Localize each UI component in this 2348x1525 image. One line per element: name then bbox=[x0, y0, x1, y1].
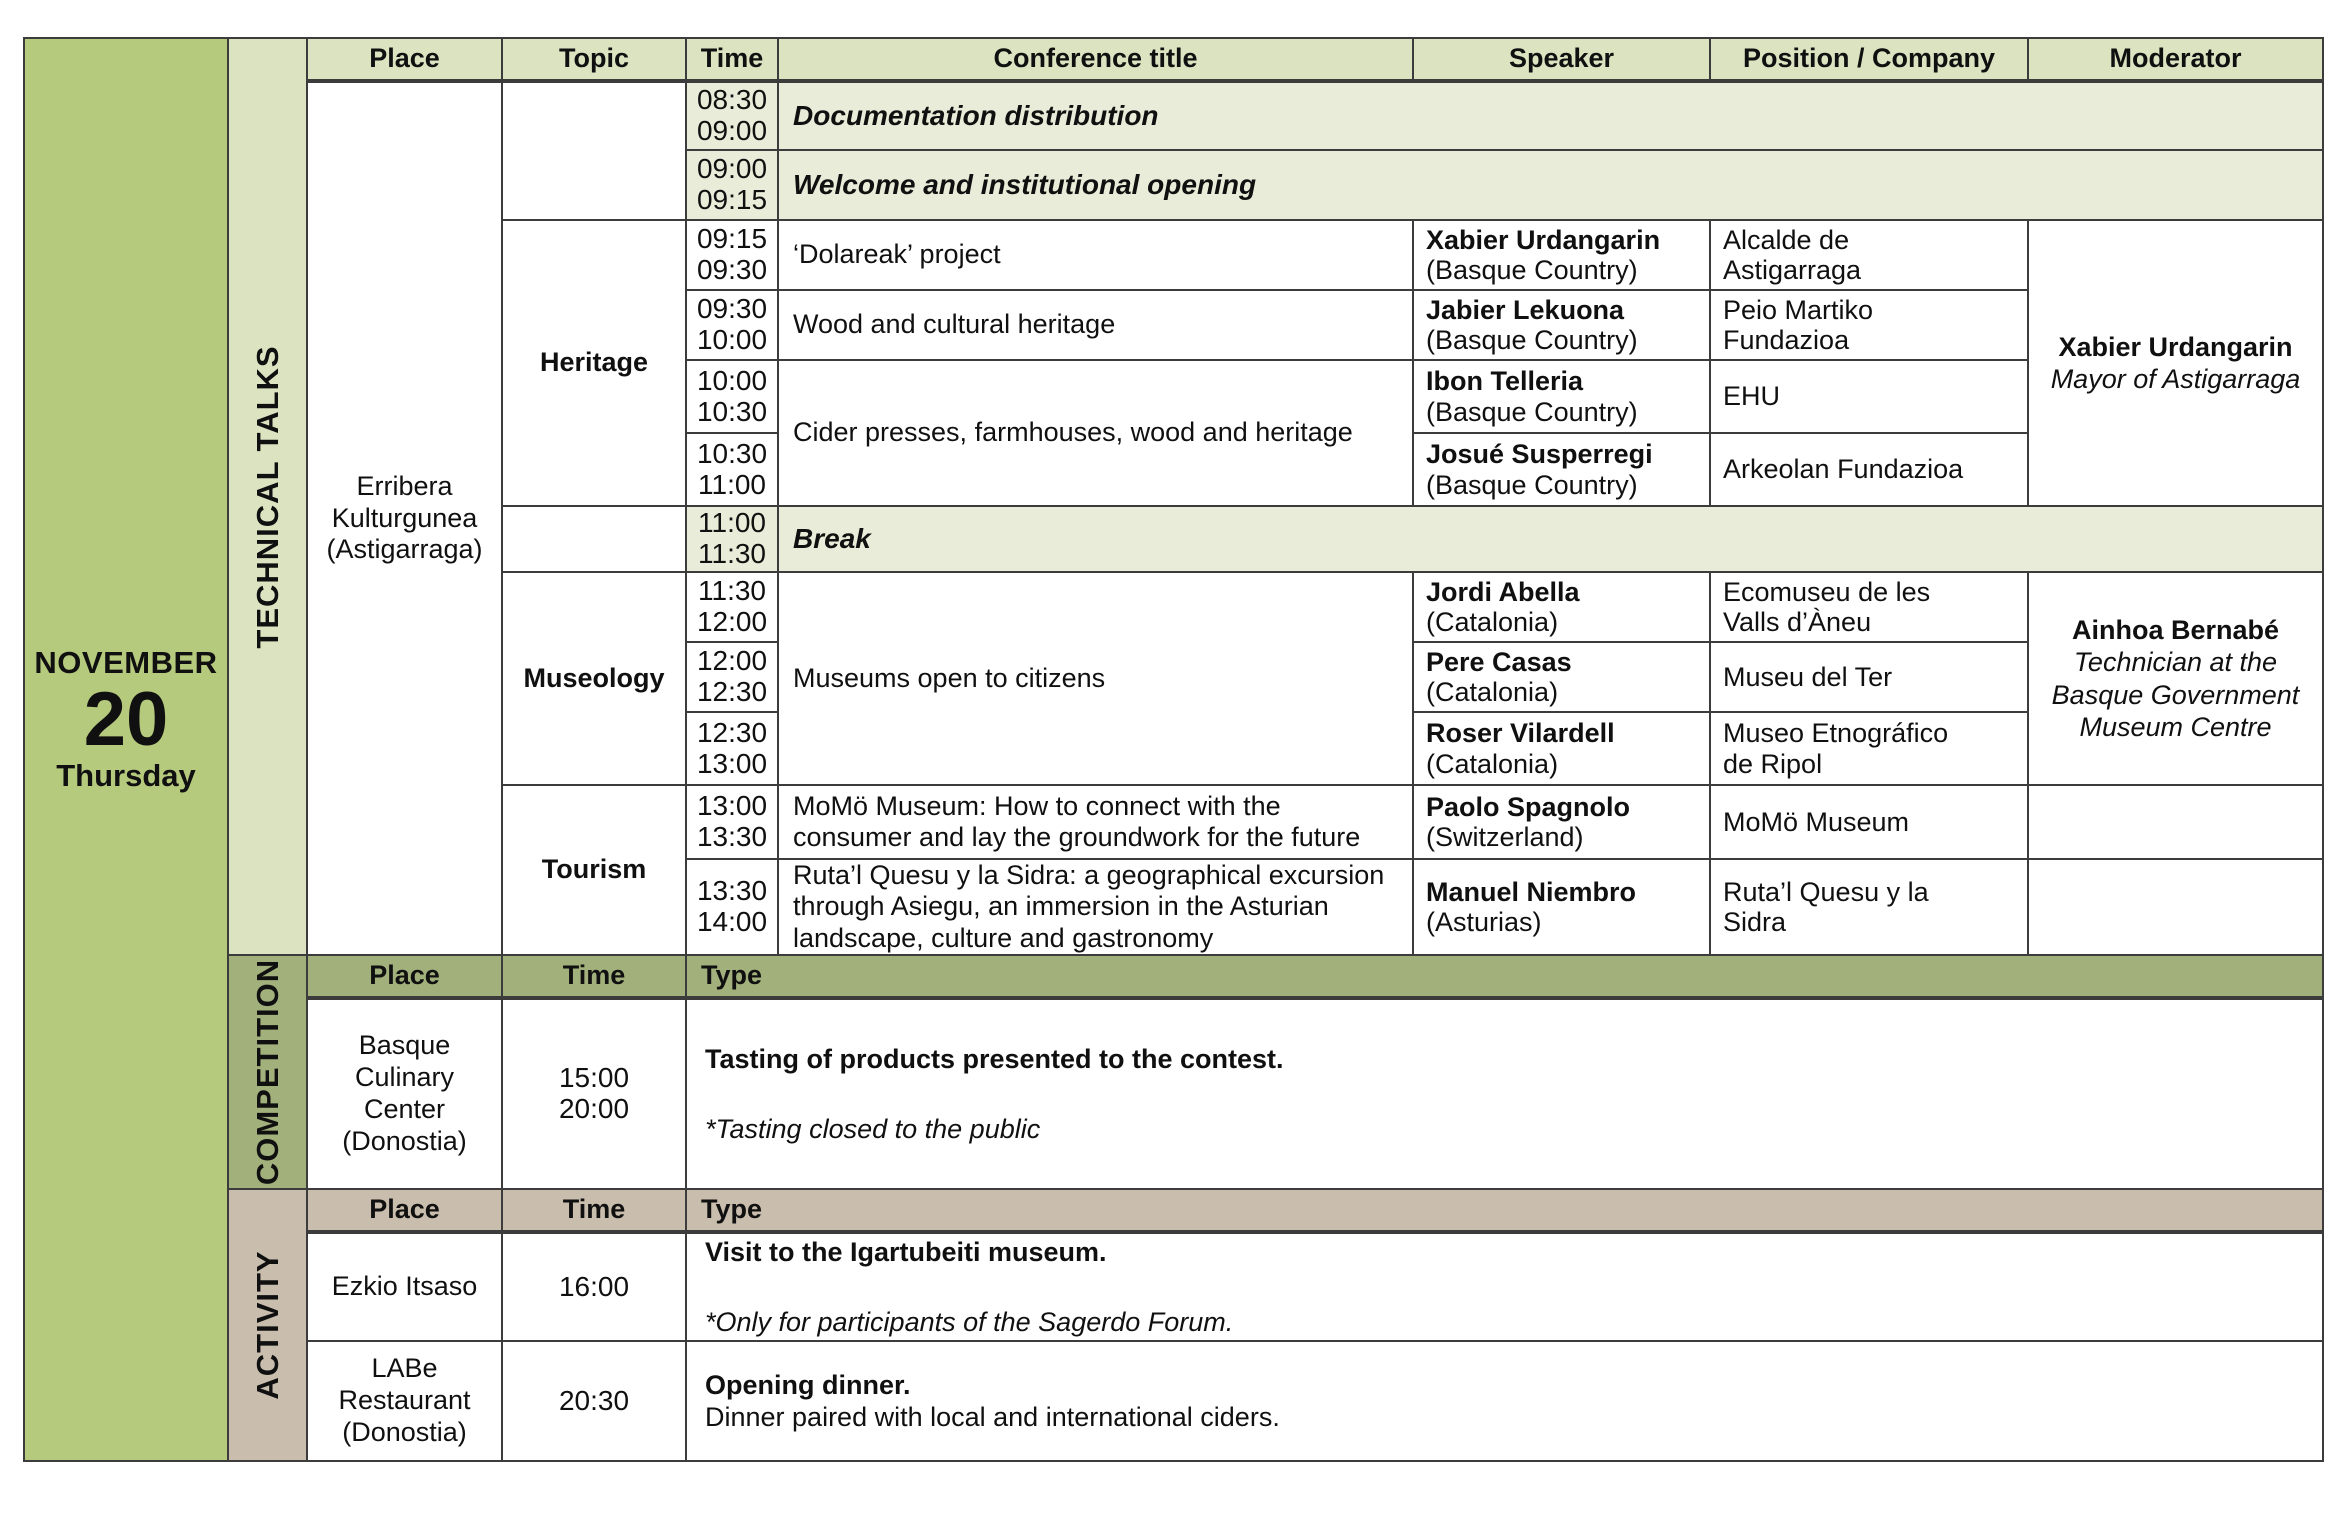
speaker-origin: (Catalonia) bbox=[1426, 677, 1559, 707]
position-cell: Museo Etnográfico de Ripol bbox=[1711, 713, 2027, 784]
col-header-type: Type bbox=[687, 1190, 2322, 1232]
section-label-technical-talks: TECHNICAL TALKS bbox=[229, 39, 306, 954]
speaker-origin: (Switzerland) bbox=[1426, 822, 1584, 852]
moderator-name: Ainhoa Bernabé bbox=[2071, 614, 2280, 645]
speaker-name: Josué Susperregi bbox=[1426, 439, 1653, 469]
speaker-origin: (Basque Country) bbox=[1426, 255, 1638, 285]
topic-cell-empty-opening bbox=[503, 83, 685, 219]
position-cell: Arkeolan Fundazioa bbox=[1711, 434, 2027, 505]
conference-title-wood: Wood and cultural heritage bbox=[779, 291, 1412, 359]
schedule-sheet bbox=[23, 37, 2324, 1462]
moderator-role: Technician at the Basque Government Museum Centre bbox=[2051, 647, 2300, 742]
speaker-name: Xabier Urdangarin bbox=[1426, 224, 1661, 255]
weekday-label: Thursday bbox=[56, 758, 196, 794]
speaker-name: Roser Vilardell bbox=[1426, 718, 1615, 748]
type-cell-tasting bbox=[687, 1000, 2322, 1188]
place-cell-ezkio: Ezkio Itsaso bbox=[308, 1234, 501, 1340]
time-cell-1130: 11:30 12:00 bbox=[687, 573, 777, 641]
conference-title-museums-open: Museums open to citizens bbox=[779, 573, 1412, 784]
moderator-role: Mayor of Astigarraga bbox=[2050, 364, 2301, 394]
time-cell-1100: 11:00 11:30 bbox=[687, 507, 777, 571]
type-cell-opening-dinner bbox=[687, 1342, 2322, 1460]
section-competition bbox=[229, 956, 2322, 1188]
section-label-competition: COMPETITION bbox=[229, 956, 306, 1188]
speaker-cell bbox=[1414, 291, 1709, 359]
time-cell-1600: 16:00 bbox=[503, 1234, 685, 1340]
topic-cell-heritage: Heritage bbox=[503, 221, 685, 505]
time-cell-1330: 13:30 14:00 bbox=[687, 860, 777, 954]
day-number: 20 bbox=[83, 676, 169, 762]
type-cell-museum-visit bbox=[687, 1234, 2322, 1340]
position-cell: Museu del Ter bbox=[1711, 643, 2027, 711]
col-header-place: Place bbox=[308, 956, 501, 998]
speaker-origin: (Catalonia) bbox=[1426, 607, 1559, 637]
speaker-name: Pere Casas bbox=[1426, 646, 1572, 677]
moderator-cell-heritage bbox=[2029, 221, 2322, 505]
col-header-type: Type bbox=[687, 956, 2322, 998]
speaker-name: Manuel Niembro bbox=[1426, 876, 1637, 907]
topic-cell-tourism: Tourism bbox=[503, 786, 685, 954]
speaker-origin: (Catalonia) bbox=[1426, 748, 1559, 779]
type-headline: Tasting of products presented to the contest. bbox=[705, 1043, 1284, 1074]
col-header-moderator: Moderator bbox=[2029, 39, 2322, 81]
time-cell-0830: 08:30 09:00 bbox=[687, 83, 777, 149]
topic-cell-empty-break bbox=[503, 507, 685, 571]
speaker-origin: (Asturias) bbox=[1426, 907, 1542, 937]
col-header-time: Time bbox=[503, 1190, 685, 1232]
type-headline: Opening dinner. bbox=[705, 1369, 911, 1400]
speaker-origin: (Basque Country) bbox=[1426, 396, 1638, 427]
band-row-documentation: Documentation distribution bbox=[779, 83, 2322, 149]
type-note: *Tasting closed to the public bbox=[705, 1114, 1041, 1144]
type-note: Dinner paired with local and international ciders. bbox=[705, 1402, 1280, 1432]
speaker-name: Jabier Lekuona bbox=[1426, 294, 1625, 325]
position-cell: Ruta’l Quesu y la Sidra bbox=[1711, 860, 2027, 954]
time-cell-0915: 09:15 09:30 bbox=[687, 221, 777, 289]
conference-title-dolareak: ‘Dolareak’ project bbox=[779, 221, 1412, 289]
month-label: NOVEMBER bbox=[34, 644, 218, 680]
col-header-place: Place bbox=[308, 1190, 501, 1232]
moderator-cell-empty bbox=[2029, 860, 2322, 954]
speaker-cell bbox=[1414, 434, 1709, 505]
type-headline: Visit to the Igartubeiti museum. bbox=[705, 1236, 1107, 1267]
conference-title-momo: MoMö Museum: How to connect with the consumer and lay the groundwork for the future bbox=[779, 786, 1412, 858]
position-cell: Alcalde de Astigarraga bbox=[1711, 221, 2027, 289]
time-cell-0900: 09:00 09:15 bbox=[687, 151, 777, 219]
topic-cell-museology: Museology bbox=[503, 573, 685, 784]
band-row-break: Break bbox=[779, 507, 2322, 571]
speaker-cell bbox=[1414, 221, 1709, 289]
place-cell-labe: LABe Restaurant (Donostia) bbox=[308, 1342, 501, 1460]
moderator-cell-empty bbox=[2029, 786, 2322, 858]
section-technical-talks bbox=[229, 39, 2322, 954]
speaker-name: Ibon Telleria bbox=[1426, 366, 1584, 396]
speaker-name: Paolo Spagnolo bbox=[1426, 791, 1631, 822]
band-row-welcome: Welcome and institutional opening bbox=[779, 151, 2322, 219]
time-cell-0930: 09:30 10:00 bbox=[687, 291, 777, 359]
place-cell-erribera: Erribera Kulturgunea (Astigarraga) bbox=[308, 83, 501, 954]
speaker-cell bbox=[1414, 786, 1709, 858]
speaker-origin: (Basque Country) bbox=[1426, 325, 1638, 355]
col-header-topic: Topic bbox=[503, 39, 685, 81]
time-cell-1500: 15:00 20:00 bbox=[503, 1000, 685, 1188]
col-header-time: Time bbox=[503, 956, 685, 998]
col-header-speaker: Speaker bbox=[1414, 39, 1709, 81]
time-cell-2030: 20:30 bbox=[503, 1342, 685, 1460]
conference-title-cider-presses: Cider presses, farmhouses, wood and heritage bbox=[779, 361, 1412, 505]
speaker-name: Jordi Abella bbox=[1426, 576, 1580, 607]
time-cell-1000: 10:00 10:30 bbox=[687, 361, 777, 432]
type-note: *Only for participants of the Sagerdo Forum. bbox=[705, 1307, 1234, 1337]
time-cell-1300: 13:00 13:30 bbox=[687, 786, 777, 858]
place-cell-basque-culinary: Basque Culinary Center (Donostia) bbox=[308, 1000, 501, 1188]
moderator-name: Xabier Urdangarin bbox=[2058, 331, 2293, 362]
position-cell: Ecomuseu de les Valls d’Àneu bbox=[1711, 573, 2027, 641]
speaker-cell bbox=[1414, 573, 1709, 641]
col-header-conference-title: Conference title bbox=[779, 39, 1412, 81]
date-panel bbox=[25, 39, 227, 1460]
col-header-place: Place bbox=[308, 39, 501, 81]
position-cell: EHU bbox=[1711, 361, 2027, 432]
conference-title-rutal-quesu: Ruta’l Quesu y la Sidra: a geographical excursion through Asiegu, an immersion in the Asturian landscape, culture and gastronomy bbox=[779, 860, 1412, 954]
speaker-cell bbox=[1414, 860, 1709, 954]
col-header-position-company: Position / Company bbox=[1711, 39, 2027, 81]
time-cell-1030: 10:30 11:00 bbox=[687, 434, 777, 505]
speaker-origin: (Basque Country) bbox=[1426, 469, 1638, 500]
time-cell-1200: 12:00 12:30 bbox=[687, 643, 777, 711]
speaker-cell bbox=[1414, 643, 1709, 711]
speaker-cell bbox=[1414, 361, 1709, 432]
section-activity bbox=[229, 1190, 2322, 1460]
position-cell: Peio Martiko Fundazioa bbox=[1711, 291, 2027, 359]
speaker-cell bbox=[1414, 713, 1709, 784]
sections-column bbox=[229, 39, 2322, 1460]
moderator-cell-museology bbox=[2029, 573, 2322, 784]
time-cell-1230: 12:30 13:00 bbox=[687, 713, 777, 784]
section-label-activity: ACTIVITY bbox=[229, 1190, 306, 1460]
col-header-time: Time bbox=[687, 39, 777, 81]
position-cell: MoMö Museum bbox=[1711, 786, 2027, 858]
